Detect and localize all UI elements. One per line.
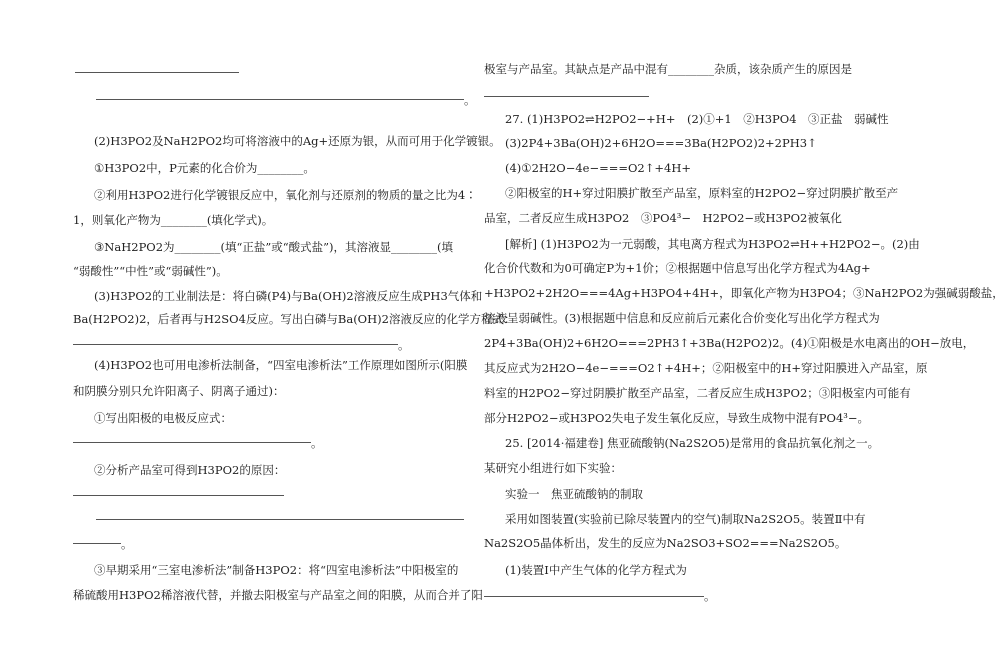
text-line: 。 <box>121 537 133 551</box>
answer-blank-line <box>73 344 398 345</box>
text-line: (3)H3PO2的工业制法是：将白磷(P4)与Ba(OH)2溶液反应生成PH3气体和 <box>94 289 483 303</box>
text-line: 。 <box>311 436 323 450</box>
answer-blank-line <box>96 519 464 520</box>
answer-blank-line <box>96 99 464 100</box>
answer-blank-line <box>75 72 239 73</box>
text-line: 品室，二者反应生成H3PO2 ③PO4³− H2PO2−或H3PO2被氧化 <box>484 211 842 225</box>
text-line: ②分析产品室可得到H3PO2的原因： <box>94 463 286 477</box>
text-line: 27. (1)H3PO2⇌H2PO2−+H+ (2)①+1 ②H3PO4 ③正盐 弱碱性 <box>505 112 889 126</box>
text-line: 稀硫酸用H3PO2稀溶液代替，并撤去阳极室与产品室之间的阳膜，从而合并了阳 <box>73 588 483 602</box>
text-line: ①H3PO2中，P元素的化合价为________。 <box>94 161 315 175</box>
text-line: 实验一 焦亚硫酸钠的制取 <box>505 487 643 501</box>
text-line: (1)装置Ⅰ中产生气体的化学方程式为 <box>505 563 687 577</box>
text-line: ②阳极室的H+穿过阳膜扩散至产品室，原料室的H2PO2−穿过阴膜扩散至产 <box>505 186 899 200</box>
text-line: 极室与产品室。其缺点是产品中混有________杂质，该杂质产生的原因是 <box>484 62 852 76</box>
text-line: 其反应式为2H2O−4e−===O2↑+4H+；②阳极室中的H+穿过阳膜进入产品室，原 <box>484 361 928 375</box>
text-line: 采用如图装置(实验前已除尽装置内的空气)制取Na2S2O5。装置Ⅱ中有 <box>505 512 866 526</box>
text-line: 部分H2PO2−或H3PO2失电子发生氧化反应，导致生成物中混有PO4³−。 <box>484 411 870 425</box>
text-line: “弱酸性”“中性”或“弱碱性”)。 <box>73 264 228 278</box>
answer-blank-line <box>484 596 704 597</box>
text-line: ②利用H3PO2进行化学镀银反应中，氧化剂与还原剂的物质的量之比为4∶ <box>94 188 477 202</box>
text-line: 化合价代数和为0可确定P为+1价；②根据题中信息写出化学方程式为4Ag+ <box>484 261 871 275</box>
text-line: 。 <box>464 93 476 107</box>
text-line: 溶液呈弱碱性。(3)根据题中信息和反应前后元素化合价变化写出化学方程式为 <box>484 311 880 325</box>
text-line: 。 <box>398 338 410 352</box>
text-line: (3)2P4+3Ba(OH)2+6H2O===3Ba(H2PO2)2+2PH3↑ <box>505 136 817 150</box>
answer-blank-line <box>73 543 121 544</box>
answer-blank-line <box>73 495 284 496</box>
text-line: 和阴膜分别只允许阳离子、阴离子通过)： <box>73 384 285 398</box>
answer-blank-line <box>484 96 649 97</box>
text-line: ①写出阳极的电极反应式： <box>94 411 232 425</box>
text-line: 1，则氧化产物为________(填化学式)。 <box>73 213 274 227</box>
text-line: 25. [2014·福建卷] 焦亚硫酸钠(Na2S2O5)是常用的食品抗氧化剂之一。 <box>505 436 880 450</box>
text-line: 料室的H2PO2−穿过阴膜扩散至产品室，二者反应生成H3PO2；③阳极室内可能有 <box>484 386 911 400</box>
text-line: ③NaH2PO2为________(填“正盐”或“酸式盐”)，其溶液显________(填 <box>94 240 454 254</box>
text-line: [解析] (1)H3PO2为一元弱酸，其电离方程式为H3PO2⇌H++H2PO2−。(2)由 <box>505 237 920 251</box>
text-line: 某研究小组进行如下实验： <box>484 461 622 475</box>
text-line: Ba(H2PO2)2，后者再与H2SO4反应。写出白磷与Ba(OH)2溶液反应的化学方程式： <box>73 312 516 326</box>
text-line: (2)H3PO2及NaH2PO2均可将溶液中的Ag+还原为银，从而可用于化学镀银。 <box>94 134 501 148</box>
text-line: 2P4+3Ba(OH)2+6H2O===2PH3↑+3Ba(H2PO2)2。(4)①阳极是水电离出的OH−放电， <box>484 336 975 350</box>
text-line: ③早期采用“三室电渗析法”制备H3PO2：将“四室电渗析法”中阳极室的 <box>94 563 459 577</box>
text-line: 。 <box>704 589 716 603</box>
text-line: (4)H3PO2也可用电渗析法制备，“四室电渗析法”工作原理如图所示(阳膜 <box>94 358 468 372</box>
answer-blank-line <box>73 442 311 443</box>
text-line: +H3PO2+2H2O===4Ag+H3PO4+4H+，即氧化产物为H3PO4；③NaH2PO2为强碱弱酸盐， <box>484 286 1004 300</box>
text-line: Na2S2O5晶体析出，发生的反应为Na2SO3+SO2===Na2S2O5。 <box>484 536 847 550</box>
text-line: (4)①2H2O−4e−===O2↑+4H+ <box>505 161 691 175</box>
